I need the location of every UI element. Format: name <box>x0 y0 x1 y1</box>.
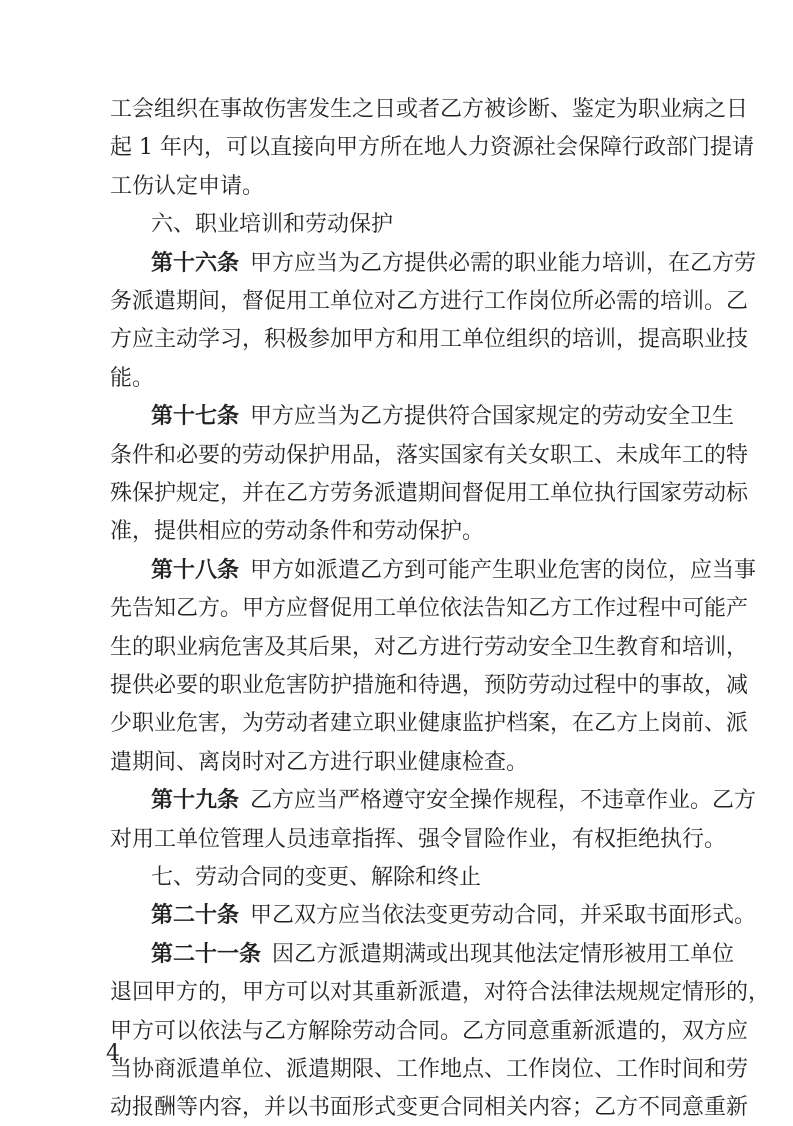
line-text: 条件和必要的劳动保护用品，落实国家有关女职工、未成年工的特 <box>110 442 749 468</box>
line-text: 对用工单位管理人员违章指挥、强令冒险作业，有权拒绝执行。 <box>110 826 727 852</box>
body-text-line <box>110 1052 749 1088</box>
body-text-line <box>110 1090 749 1126</box>
body-text-line <box>151 399 735 435</box>
body-text-line <box>151 553 757 589</box>
line-text: 甲方应当为乙方提供必需的职业能力培训，在乙方劳 <box>250 250 757 276</box>
body-text-line <box>110 476 749 512</box>
line-text: 甲方应当为乙方提供符合国家规定的劳动安全卫生 <box>250 404 735 430</box>
body-text-line <box>110 822 727 858</box>
article-number: 第十九条 <box>151 788 240 814</box>
line-text: 先告知乙方。甲方应督促用工单位依法告知乙方工作过程中可能产 <box>110 596 749 622</box>
body-text-line <box>110 169 695 205</box>
body-text-line <box>110 322 749 358</box>
page-number: 4 <box>106 1041 120 1066</box>
line-text: 甲乙双方应当依法变更劳动合同，并采取书面形式。 <box>250 903 757 929</box>
body-text-line <box>110 745 695 781</box>
line-text: 殊保护规定，并在乙方劳务派遣期间督促用工单位执行国家劳动标 <box>110 481 749 506</box>
article-number: 第十六条 <box>151 250 240 276</box>
body-text-line <box>110 130 754 166</box>
body-text-line <box>110 92 749 128</box>
line-text: 起 1 年内，可以直接向甲方所在地人力资源社会保障行政部门提请 <box>110 135 754 161</box>
line-text: 工伤认定申请。 <box>110 173 265 199</box>
line-text: 准，提供相应的劳动条件和劳动保护。 <box>110 519 485 545</box>
line-text: 方应主动学习，积极参加甲方和用工单位组织的培训，提高职业技 <box>110 327 749 353</box>
section-heading <box>151 207 695 243</box>
line-text: 提供必要的职业危害防护措施和待遇，预防劳动过程中的事故，减 <box>110 673 749 698</box>
line-text: 生的职业病危害及其后果，对乙方进行劳动安全卫生教育和培训， <box>110 634 749 660</box>
line-text: 七、劳动合同的变更、解除和终止 <box>151 865 482 890</box>
article-number: 第二十条 <box>151 903 240 929</box>
body-text-line <box>151 246 757 282</box>
line-text: 甲方可以依法与乙方解除劳动合同。乙方同意重新派遣的，双方应 <box>110 1018 749 1044</box>
line-text: 因乙方派遣期满或出现其他法定情形被用工单位 <box>272 941 735 967</box>
body-text-line <box>110 706 749 742</box>
body-text-line <box>151 898 757 934</box>
body-text-line <box>110 630 749 666</box>
body-text-line <box>110 514 695 550</box>
line-text: 动报酬等内容，并以书面形式变更合同相关内容；乙方不同意重新 <box>110 1095 749 1121</box>
line-text: 务派遣期间，督促用工单位对乙方进行工作岗位所必需的培训。乙 <box>110 289 749 314</box>
line-text: 乙方应当严格遵守安全操作规程，不违章作业。乙方 <box>250 788 757 814</box>
line-text: 工会组织在事故伤害发生之日或者乙方被诊断、鉴定为职业病之日 <box>110 97 749 122</box>
body-text-line <box>110 975 771 1011</box>
article-number: 第二十一条 <box>151 941 262 967</box>
line-text: 六、职业培训和劳动保护 <box>151 212 394 238</box>
body-text-line <box>110 361 695 397</box>
line-text: 遣期间、离岗时对乙方进行职业健康检查。 <box>110 749 529 775</box>
body-text-line <box>110 284 749 320</box>
line-text: 甲方如派遣乙方到可能产生职业危害的岗位，应当事 <box>250 557 757 583</box>
body-text-line <box>110 1014 749 1050</box>
article-number: 第十七条 <box>151 404 240 430</box>
line-text: 退回甲方的，甲方可以对其重新派遣，对符合法律法规规定情形的， <box>110 980 771 1006</box>
body-text-line <box>110 438 749 474</box>
body-text-line <box>151 937 735 973</box>
body-text-line <box>151 783 757 819</box>
line-text: 能。 <box>110 365 155 391</box>
article-number: 第十八条 <box>151 557 240 583</box>
body-text-line <box>110 591 749 627</box>
line-text: 当协商派遣单位、派遣期限、工作地点、工作岗位、工作时间和劳 <box>110 1057 749 1082</box>
line-text: 少职业危害，为劳动者建立职业健康监护档案，在乙方上岗前、派 <box>110 711 749 737</box>
body-text-line <box>110 668 749 704</box>
section-heading <box>151 860 695 896</box>
